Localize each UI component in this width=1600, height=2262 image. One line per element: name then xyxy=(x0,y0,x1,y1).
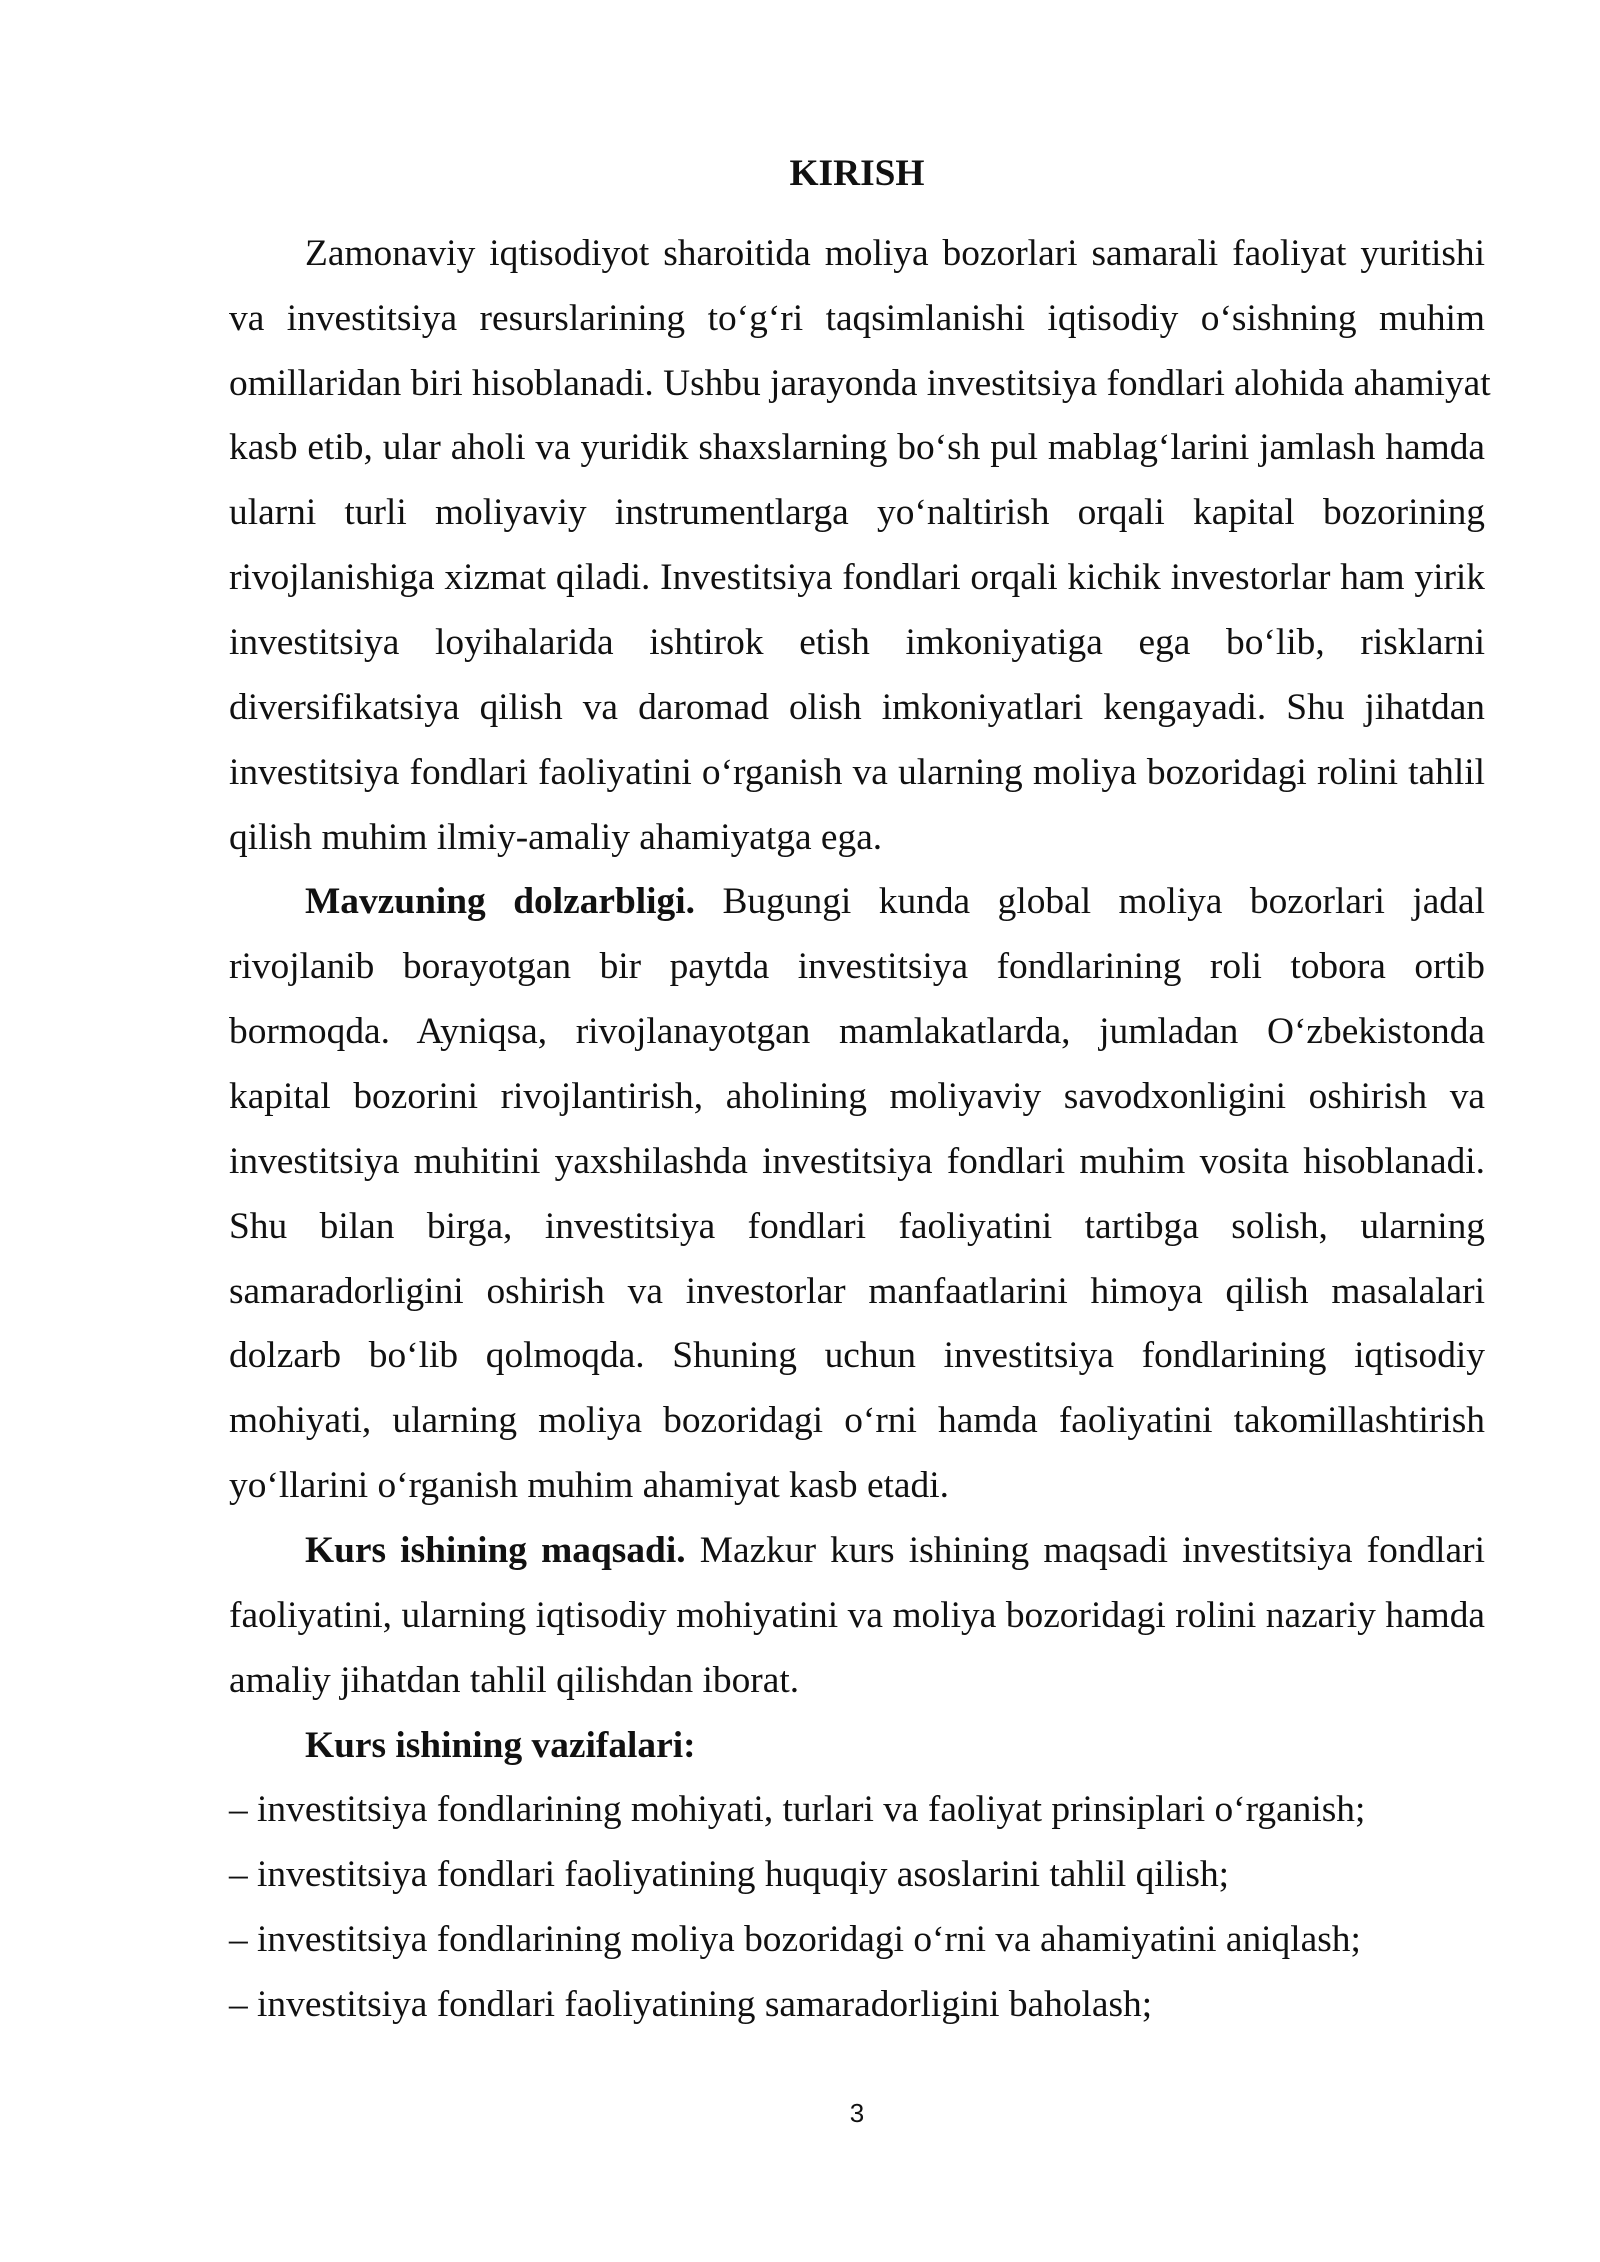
section-heading: KIRISH xyxy=(789,153,925,194)
paragraph-relevance xyxy=(229,870,1485,1519)
text-line: investitsiya muhitini yaxshilashda investitsiya fondlari muhim vosita hisoblanadi. xyxy=(229,1140,1485,1182)
text-line: Zamonaviy iqtisodiyot sharoitida moliya bozorlari samarali faoliyat yuritishi xyxy=(305,232,1485,274)
paragraph-lead: Kurs ishining maqsadi. xyxy=(305,1530,686,1572)
task-item: – investitsiya fondlarining moliya bozoridagi o‘rni va ahamiyatini aniqlash; xyxy=(229,1919,1361,1961)
task-item: – investitsiya fondlari faoliyatining huquqiy asoslarini tahlil qilish; xyxy=(229,1854,1230,1896)
paragraph-tasks-heading xyxy=(229,1714,1485,1779)
text-line: kasb etib, ular aholi va yuridik shaxslarning bo‘sh pul mablag‘larini jamlash hamda xyxy=(229,427,1485,469)
text-line: ularni turli moliyaviy instrumentlarga yo‘naltirish orqali kapital bozorining xyxy=(229,492,1485,534)
text-line: rivojlanishiga xizmat qiladi. Investitsiya fondlari orqali kichik investorlar ham yirik xyxy=(229,557,1485,599)
text-line: amaliy jihatdan tahlil qilishdan iborat. xyxy=(229,1659,800,1701)
text-line: va investitsiya resurslarining to‘g‘ri taqsimlanishi iqtisodiy o‘sishning muhim xyxy=(229,297,1485,339)
text-line: bormoqda. Ayniqsa, rivojlanayotgan mamlakatlarda, jumladan O‘zbekistonda xyxy=(229,1011,1485,1053)
text-line: Shu bilan birga, investitsiya fondlari faoliyatini tartibga solish, ularning xyxy=(229,1205,1485,1247)
task-item: – investitsiya fondlarining mohiyati, turlari va faoliyat prinsiplari o‘rganish; xyxy=(229,1789,1366,1831)
paragraph-lead: Kurs ishining vazifalari: xyxy=(305,1724,696,1766)
text-line: investitsiya loyihalarida ishtirok etish imkoniyatiga ega bo‘lib, risklarni xyxy=(229,622,1485,664)
page-content xyxy=(229,142,1491,2038)
text-line xyxy=(229,870,1485,935)
text-line: dolzarb bo‘lib qolmoqda. Shuning uchun investitsiya fondlarining iqtisodiy xyxy=(229,1335,1485,1377)
paragraph-intro xyxy=(229,222,1491,871)
page-number: 3 xyxy=(849,2098,865,2128)
text-line xyxy=(229,1519,1485,1584)
text-line: investitsiya fondlari faoliyatini o‘rganish va ularning moliya bozoridagi rolini tahlil xyxy=(229,751,1485,793)
text-line: samaradorligini oshirish va investorlar manfaatlarini himoya qilish masalalari xyxy=(229,1270,1485,1312)
text-line-rest: Mazkur kurs ishining maqsadi investitsiya fondlari xyxy=(699,1530,1485,1572)
paragraph-goal xyxy=(229,1519,1485,1714)
paragraph-lead: Mavzuning dolzarbligi. xyxy=(305,881,695,923)
task-list xyxy=(229,1778,1485,2037)
text-line: qilish muhim ilmiy-amaliy ahamiyatga ega. xyxy=(229,816,883,858)
text-line: faoliyatini, ularning iqtisodiy mohiyatini va moliya bozoridagi rolini nazariy hamda xyxy=(229,1594,1485,1636)
text-line: kapital bozorini rivojlantirish, aholining moliyaviy savodxonligini oshirish va xyxy=(229,1076,1485,1118)
text-line: mohiyati, ularning moliya bozoridagi o‘rni hamda faoliyatini takomillashtirish xyxy=(229,1400,1485,1442)
text-line: diversifikatsiya qilish va daromad olish imkoniyatlari kengayadi. Shu jihatdan xyxy=(229,686,1485,728)
text-line: omillaridan biri hisoblanadi. Ushbu jarayonda investitsiya fondlari alohida ahamiyat xyxy=(229,362,1491,404)
text-line-rest: Bugungi kunda global moliya bozorlari jadal xyxy=(722,881,1485,923)
text-line: yo‘llarini o‘rganish muhim ahamiyat kasb etadi. xyxy=(229,1465,949,1507)
text-line: rivojlanib borayotgan bir paytda investitsiya fondlarining roli tobora ortib xyxy=(229,946,1485,988)
text-line xyxy=(229,1714,1485,1779)
task-item: – investitsiya fondlari faoliyatining samaradorligini baholash; xyxy=(229,1984,1153,2026)
